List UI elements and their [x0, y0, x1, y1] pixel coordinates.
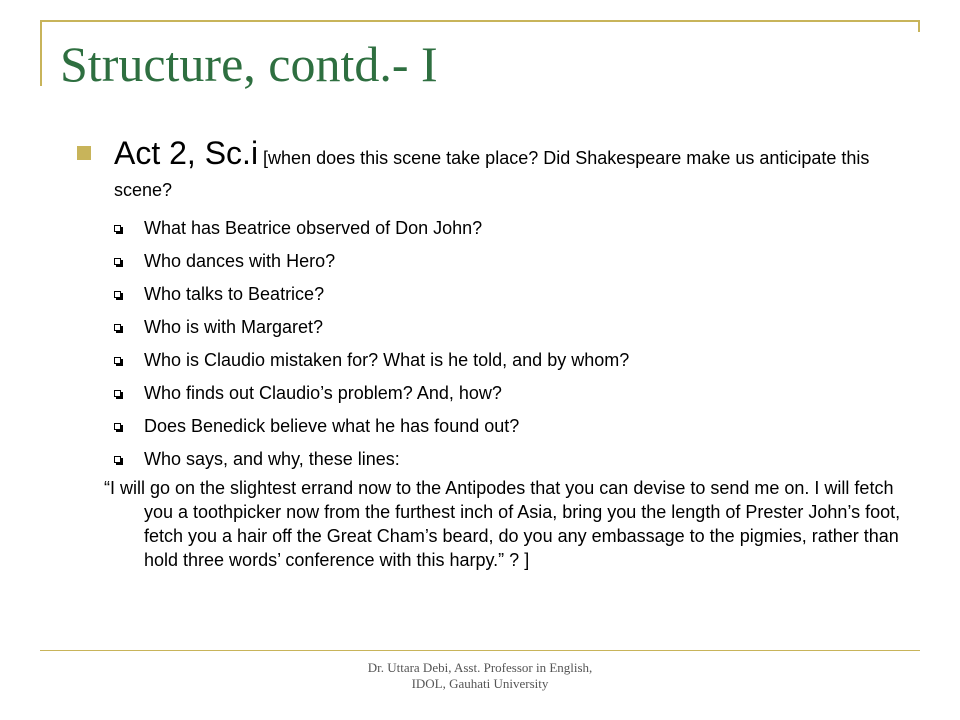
frame-top-right-tick — [918, 20, 920, 32]
frame-top-rule — [40, 20, 920, 22]
question-text: What has Beatrice observed of Don John? — [144, 218, 483, 238]
act-note: [when does this scene take place? Did Shakespeare make us anticipate this scene? — [114, 148, 870, 200]
question-list — [76, 212, 926, 476]
main-bullet — [76, 132, 926, 206]
footer-institution: IDOL, Gauhati University — [411, 676, 549, 691]
question-item — [76, 377, 926, 410]
hollow-square-bullet-icon — [114, 390, 121, 397]
slide-body — [76, 132, 926, 572]
hollow-square-bullet-icon — [114, 456, 121, 463]
question-text: Who dances with Hero? — [144, 251, 336, 271]
question-text: Who is Claudio mistaken for? What is he told, and by whom? — [144, 350, 630, 370]
question-item — [76, 311, 926, 344]
question-item — [76, 278, 926, 311]
footer-rule — [40, 650, 920, 651]
question-text: Who talks to Beatrice? — [144, 284, 325, 304]
act-heading: Act 2, Sc.i — [114, 135, 259, 171]
question-item — [76, 410, 926, 443]
question-item — [76, 344, 926, 377]
main-bullet-text — [114, 132, 926, 206]
question-item — [76, 443, 926, 476]
question-text: Who finds out Claudio’s problem? And, how? — [144, 383, 502, 403]
hollow-square-bullet-icon — [114, 225, 121, 232]
slide-title: Structure, contd.- I — [60, 36, 438, 92]
hollow-square-bullet-icon — [114, 423, 121, 430]
hollow-square-bullet-icon — [114, 357, 121, 364]
slide-footer — [0, 660, 960, 692]
hollow-square-bullet-icon — [114, 291, 121, 298]
question-text: Does Benedick believe what he has found out? — [144, 416, 520, 436]
footer-author: Dr. Uttara Debi, Asst. Professor in English, — [367, 660, 593, 675]
question-item — [76, 245, 926, 278]
square-bullet-icon — [77, 146, 91, 160]
question-item — [76, 212, 926, 245]
hollow-square-bullet-icon — [114, 324, 121, 331]
frame-left-rule — [40, 20, 42, 86]
hollow-square-bullet-icon — [114, 258, 121, 265]
question-text: Who says, and why, these lines: — [144, 449, 400, 469]
quoted-passage: “I will go on the slightest errand now to the Antipodes that you can devise to send me on. I will fetch you a toothpicker now from the furthest inch of Asia, bring you the length of Prester John’s foot, fetch you a hair off the Great Cham’s beard, do you any embassage to the pigmies, rather than hold three words’ conference with this harpy.” ? ] — [104, 478, 901, 570]
question-text: Who is with Margaret? — [144, 317, 324, 337]
